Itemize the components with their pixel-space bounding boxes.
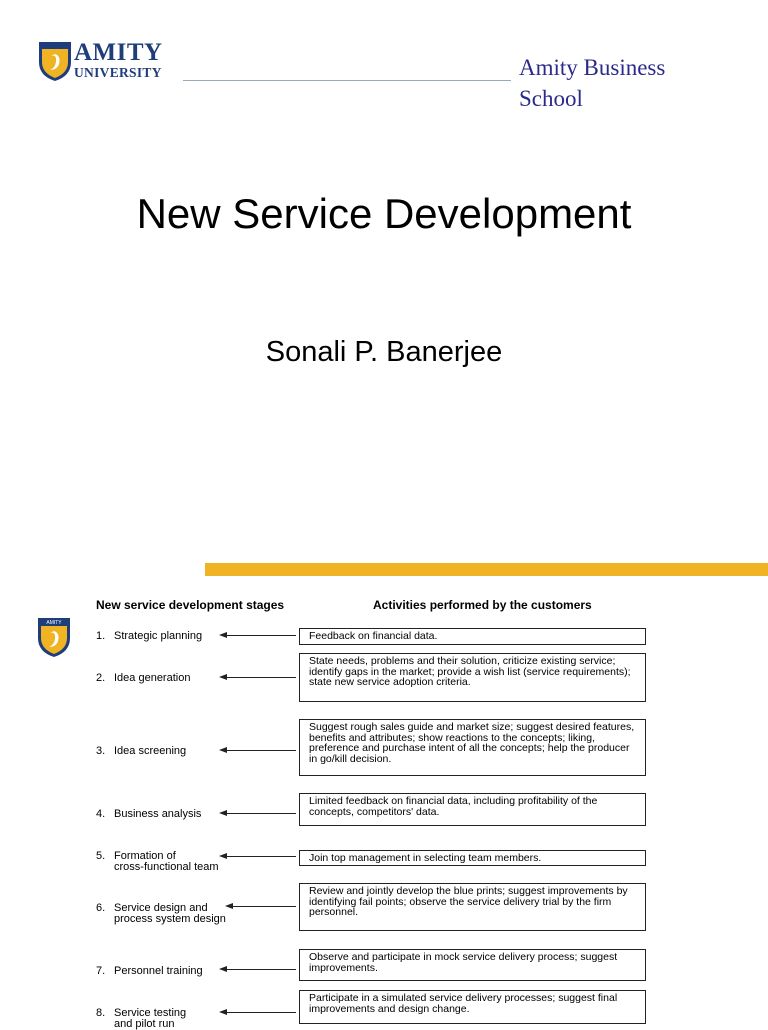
activity-box: Observe and participate in mock service delivery process; suggest improvements. [299, 949, 646, 981]
stage-number: 4. [96, 808, 106, 820]
activity-box: Suggest rough sales guide and market size; suggest desired features, benefits and attributes; show reactions to the concepts; liking, preference and purchase intent of all the concepts; help the producer in go/kill decision. [299, 719, 646, 776]
stage-number: 3. [96, 745, 106, 757]
school-name [519, 52, 739, 114]
activity-box: Participate in a simulated service delivery processes; suggest final improvements and design change. [299, 990, 646, 1024]
stage-number: 7. [96, 965, 106, 977]
activity-box: Join top management in selecting team members. [299, 850, 646, 866]
stage-4 [96, 809, 201, 820]
arrow-icon [226, 1012, 296, 1013]
stage-number: 8. [96, 1007, 106, 1019]
arrow-icon [226, 750, 296, 751]
arrow-icon [226, 813, 296, 814]
stage-1 [96, 631, 202, 642]
arrow-icon [226, 856, 296, 857]
stage-label: Service design and [114, 902, 208, 914]
stage-2 [96, 673, 190, 684]
activity-box: Limited feedback on financial data, including profitability of the concepts, competitors' data. [299, 793, 646, 826]
school-name-line1: Amity Business [519, 55, 666, 80]
arrow-icon [226, 969, 296, 970]
stage-7 [96, 966, 203, 977]
stage-number: 2. [96, 672, 106, 684]
stage-3 [96, 746, 186, 757]
header-divider [183, 80, 511, 81]
stage-number: 6. [96, 902, 106, 914]
stage-label-line2: and pilot run [114, 1018, 175, 1030]
stage-label-line2: cross-functional team [114, 861, 219, 873]
arrow-icon [226, 635, 296, 636]
stage-8 [96, 1008, 186, 1030]
slide-author: Sonali P. Banerjee [265, 336, 503, 368]
arrow-icon [232, 906, 296, 907]
stage-label: Personnel training [114, 965, 203, 977]
stage-label: Idea generation [114, 672, 191, 684]
emblem-text: AMITY [46, 620, 62, 626]
activity-box: Review and jointly develop the blue prints; suggest improvements by identifying fail points; observe the service delivery trial by the firm personnel. [299, 883, 646, 931]
accent-bar [205, 563, 768, 576]
activity-box: State needs, problems and their solution, criticize existing service; identify gaps in the market; provide a wish list (service requirements); state new service adoption criteria. [299, 653, 646, 702]
stage-number: 5. [96, 850, 106, 862]
stage-number: 1. [96, 630, 106, 642]
logo-subtitle: UNIVERSITY [74, 65, 162, 80]
stage-6 [96, 903, 226, 925]
stage-label-line2: process system design [114, 913, 226, 925]
stage-label: Formation of [114, 850, 176, 862]
stage-label: Service testing [114, 1007, 187, 1019]
amity-emblem-icon [36, 616, 72, 658]
logo-wordmark: AMITY [74, 39, 163, 66]
stage-5 [96, 851, 219, 873]
activities-heading: Activities performed by the customers [373, 598, 592, 612]
stages-heading: New service development stages [96, 598, 285, 612]
stage-label: Business analysis [114, 808, 202, 820]
slide-title: New Service Development [136, 190, 632, 237]
stage-label: Strategic planning [114, 630, 203, 642]
school-name-line2: School [519, 86, 583, 111]
stage-label: Idea screening [114, 745, 187, 757]
activity-box: Feedback on financial data. [299, 628, 646, 645]
arrow-icon [226, 677, 296, 678]
